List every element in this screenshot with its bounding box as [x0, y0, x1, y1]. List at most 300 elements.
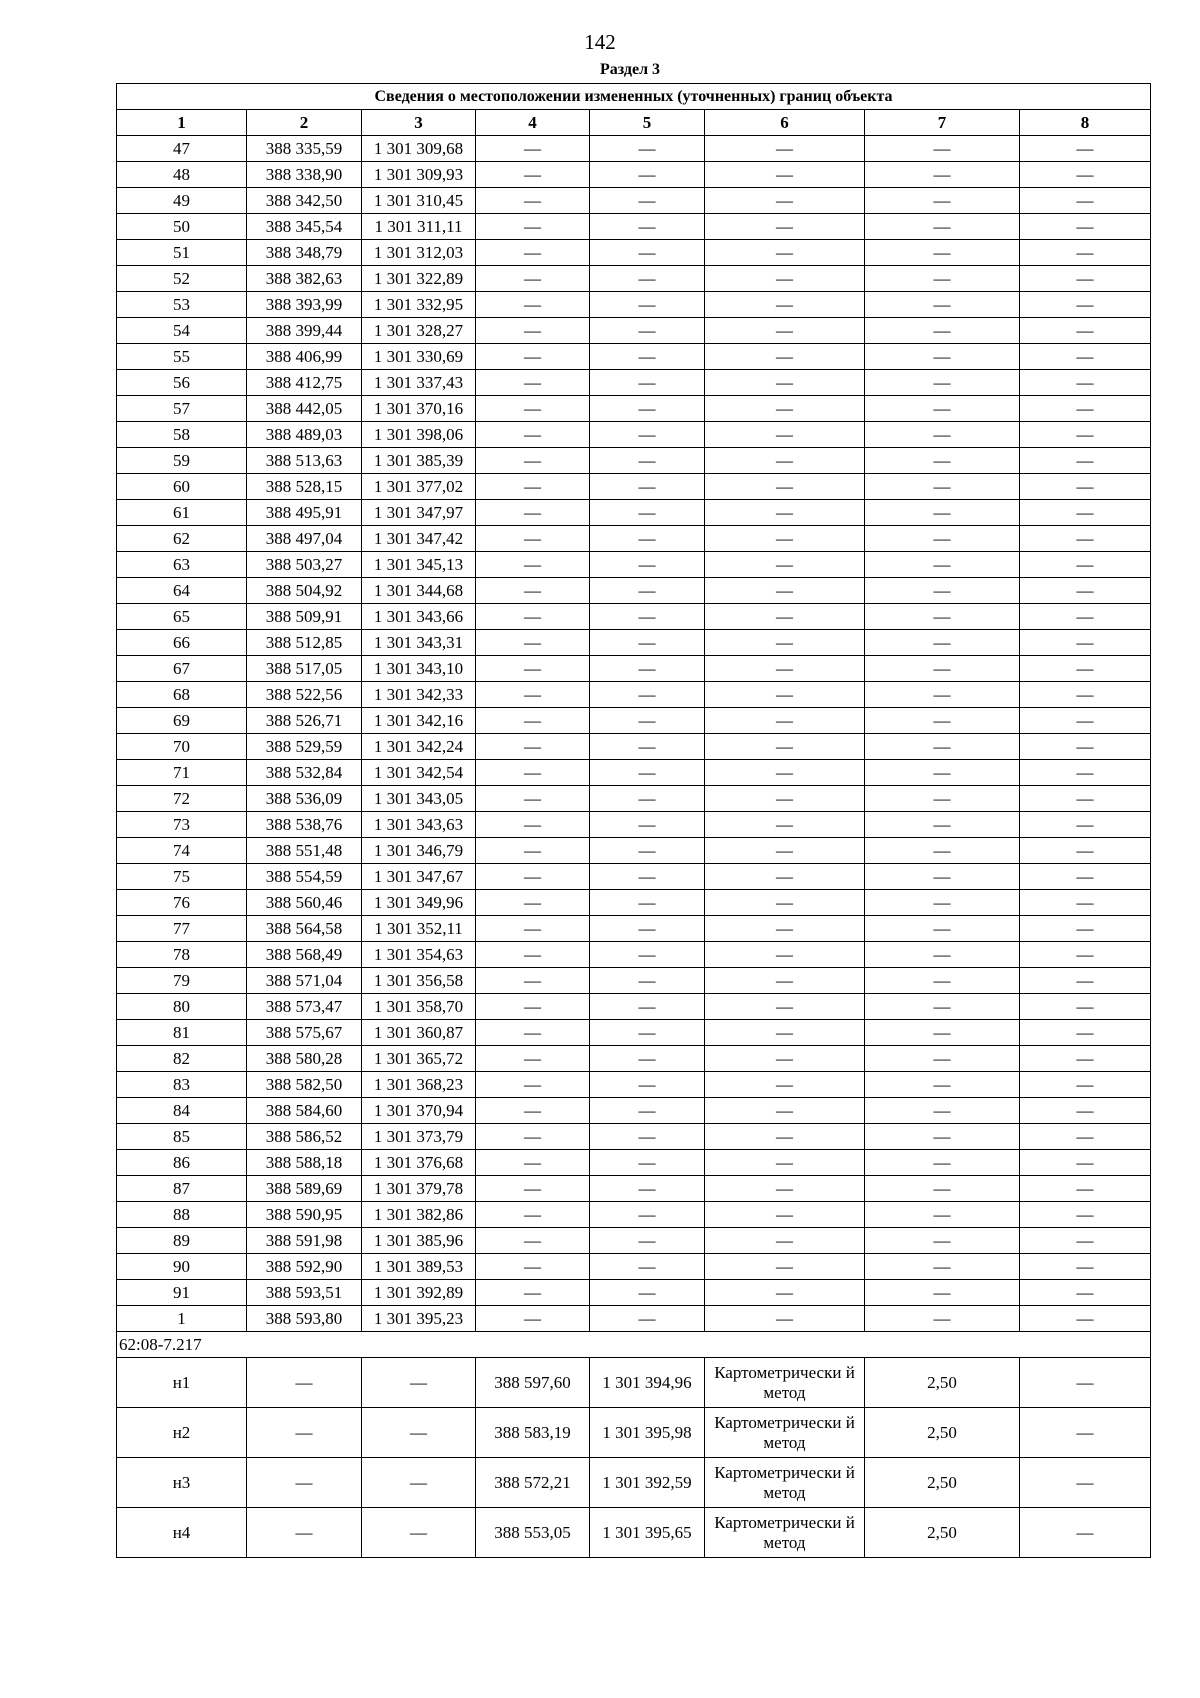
table-cell: — — [590, 526, 705, 552]
table-cell: — — [705, 422, 865, 448]
table-row — [117, 1254, 1151, 1280]
table-cell: — — [705, 474, 865, 500]
column-number: 8 — [1020, 110, 1151, 136]
group-row — [117, 1332, 1151, 1358]
table-cell: — — [705, 1254, 865, 1280]
table-cell: 1 301 382,86 — [362, 1202, 476, 1228]
table-cell: — — [476, 396, 590, 422]
table-cell: 66 — [117, 630, 247, 656]
table-row — [117, 136, 1151, 162]
table-cell: — — [1020, 656, 1151, 682]
table-cell: — — [362, 1408, 476, 1458]
table-cell: 1 301 370,16 — [362, 396, 476, 422]
table-cell: — — [705, 1046, 865, 1072]
table-cell: 388 592,90 — [247, 1254, 362, 1280]
table-cell: — — [865, 1020, 1020, 1046]
table-cell: — — [590, 786, 705, 812]
table-cell: 64 — [117, 578, 247, 604]
table-cell: — — [590, 838, 705, 864]
table-cell: 388 342,50 — [247, 188, 362, 214]
table-cell: 388 589,69 — [247, 1176, 362, 1202]
table-cell: — — [865, 682, 1020, 708]
table-cell: 58 — [117, 422, 247, 448]
column-number: 2 — [247, 110, 362, 136]
table-cell: 1 301 344,68 — [362, 578, 476, 604]
table-cell: 1 301 398,06 — [362, 422, 476, 448]
table-cell: — — [1020, 370, 1151, 396]
table-row — [117, 1072, 1151, 1098]
table-cell: — — [1020, 604, 1151, 630]
table-row — [117, 474, 1151, 500]
table-cell: 1 — [117, 1306, 247, 1332]
table-cell: — — [1020, 682, 1151, 708]
table-cell: 1 301 389,53 — [362, 1254, 476, 1280]
table-cell: — — [590, 656, 705, 682]
table-cell: 1 301 385,96 — [362, 1228, 476, 1254]
table-cell: — — [476, 136, 590, 162]
table-cell: 1 301 342,24 — [362, 734, 476, 760]
table-cell: — — [865, 370, 1020, 396]
table-cell: 61 — [117, 500, 247, 526]
table-cell: — — [705, 838, 865, 864]
table-cell: — — [1020, 1150, 1151, 1176]
table-cell: — — [705, 1176, 865, 1202]
table-cell: — — [476, 1202, 590, 1228]
table-cell: — — [476, 318, 590, 344]
table-cell: — — [476, 240, 590, 266]
table-cell: — — [476, 526, 590, 552]
table-cell: 1 301 347,97 — [362, 500, 476, 526]
table-cell: — — [1020, 708, 1151, 734]
table-cell: — — [476, 760, 590, 786]
table-cell: 1 301 360,87 — [362, 1020, 476, 1046]
column-number: 4 — [476, 110, 590, 136]
table-cell: — — [705, 864, 865, 890]
table-row — [117, 864, 1151, 890]
table-cell: 50 — [117, 214, 247, 240]
table-row — [117, 1280, 1151, 1306]
table-cell: — — [705, 1072, 865, 1098]
table-cell: — — [476, 812, 590, 838]
table-cell: — — [705, 812, 865, 838]
table-cell: — — [865, 1202, 1020, 1228]
table-cell: 1 301 343,05 — [362, 786, 476, 812]
table-cell: Картометрически й метод — [705, 1408, 865, 1458]
table-cell: 1 301 395,23 — [362, 1306, 476, 1332]
table-cell: 388 522,56 — [247, 682, 362, 708]
table-cell: — — [705, 1280, 865, 1306]
table-cell: — — [476, 578, 590, 604]
table-cell: — — [865, 838, 1020, 864]
table-cell: — — [1020, 162, 1151, 188]
table-row — [117, 266, 1151, 292]
table-cell: — — [865, 266, 1020, 292]
table-cell: — — [705, 500, 865, 526]
table-row — [117, 786, 1151, 812]
table-cell: — — [590, 1228, 705, 1254]
table-cell: 1 301 343,63 — [362, 812, 476, 838]
table-cell: 69 — [117, 708, 247, 734]
table-cell: 1 301 395,98 — [590, 1408, 705, 1458]
table-cell: — — [476, 968, 590, 994]
table-cell: — — [590, 162, 705, 188]
table-cell: — — [1020, 864, 1151, 890]
table-row — [117, 890, 1151, 916]
table-cell: — — [705, 1306, 865, 1332]
table-cell: 1 301 342,33 — [362, 682, 476, 708]
table-cell: — — [865, 890, 1020, 916]
table-cell: 83 — [117, 1072, 247, 1098]
table-cell: — — [705, 630, 865, 656]
table-cell: 1 301 337,43 — [362, 370, 476, 396]
table-cell: — — [590, 240, 705, 266]
table-cell: 1 301 365,72 — [362, 1046, 476, 1072]
table-row — [117, 994, 1151, 1020]
table-cell: — — [590, 292, 705, 318]
table-cell: — — [705, 1020, 865, 1046]
table-cell: 388 536,09 — [247, 786, 362, 812]
table-cell: — — [590, 500, 705, 526]
table-cell: — — [705, 656, 865, 682]
table-cell: — — [1020, 734, 1151, 760]
table-cell: н2 — [117, 1408, 247, 1458]
table-cell: 388 393,99 — [247, 292, 362, 318]
table-cell: 1 301 395,65 — [590, 1508, 705, 1558]
table-cell: — — [865, 994, 1020, 1020]
table-cell: 2,50 — [865, 1408, 1020, 1458]
table-cell: 388 551,48 — [247, 838, 362, 864]
table-cell: 85 — [117, 1124, 247, 1150]
table-cell: 80 — [117, 994, 247, 1020]
table-cell: — — [865, 1098, 1020, 1124]
table-cell: — — [476, 1124, 590, 1150]
table-cell: — — [865, 448, 1020, 474]
table-row — [117, 1306, 1151, 1332]
table-cell: — — [1020, 760, 1151, 786]
table-row — [117, 344, 1151, 370]
table-cell: 55 — [117, 344, 247, 370]
table-cell: 48 — [117, 162, 247, 188]
table-cell: 89 — [117, 1228, 247, 1254]
table-cell: — — [865, 1280, 1020, 1306]
table-row — [117, 292, 1151, 318]
table-cell: — — [705, 942, 865, 968]
table-caption: Сведения о местоположении измененных (уточненных) границ объекта — [117, 84, 1151, 110]
table-cell: 388 538,76 — [247, 812, 362, 838]
table-cell: — — [705, 708, 865, 734]
table-cell: — — [705, 526, 865, 552]
table-row — [117, 630, 1151, 656]
table-row — [117, 1176, 1151, 1202]
table-cell: 1 301 328,27 — [362, 318, 476, 344]
table-cell: — — [1020, 1254, 1151, 1280]
table-cell: 388 584,60 — [247, 1098, 362, 1124]
table-cell: — — [476, 838, 590, 864]
table-row — [117, 656, 1151, 682]
table-row — [117, 396, 1151, 422]
table-cell: — — [865, 1254, 1020, 1280]
table-cell: — — [705, 292, 865, 318]
table-cell: 388 529,59 — [247, 734, 362, 760]
table-row — [117, 968, 1151, 994]
table-cell: — — [590, 760, 705, 786]
table-row — [117, 578, 1151, 604]
table-cell: 1 301 342,16 — [362, 708, 476, 734]
table-cell: 1 301 346,79 — [362, 838, 476, 864]
table-cell: 388 406,99 — [247, 344, 362, 370]
table-cell: — — [590, 474, 705, 500]
table-cell: — — [590, 630, 705, 656]
table-cell: — — [590, 318, 705, 344]
table-cell: — — [590, 578, 705, 604]
table-cell: — — [476, 1150, 590, 1176]
table-cell: — — [1020, 994, 1151, 1020]
table-cell: — — [865, 734, 1020, 760]
table-cell: 79 — [117, 968, 247, 994]
table-cell: — — [476, 500, 590, 526]
table-cell: — — [705, 188, 865, 214]
table-cell: — — [590, 1280, 705, 1306]
table-cell: — — [865, 760, 1020, 786]
table-cell: — — [865, 188, 1020, 214]
table-cell: 388 583,19 — [476, 1408, 590, 1458]
table-cell: 388 335,59 — [247, 136, 362, 162]
table-cell: 388 573,47 — [247, 994, 362, 1020]
table-cell: 1 301 347,42 — [362, 526, 476, 552]
table-cell: — — [590, 1072, 705, 1098]
table-row — [117, 734, 1151, 760]
table-cell: — — [1020, 1358, 1151, 1408]
table-row — [117, 162, 1151, 188]
table-cell: — — [865, 552, 1020, 578]
table-cell: — — [1020, 552, 1151, 578]
table-cell: — — [590, 1202, 705, 1228]
table-cell: — — [1020, 968, 1151, 994]
table-cell: — — [476, 1098, 590, 1124]
table-cell: — — [865, 474, 1020, 500]
table-cell: 59 — [117, 448, 247, 474]
table-cell: — — [362, 1458, 476, 1508]
table-cell: — — [705, 1150, 865, 1176]
table-cell: — — [476, 890, 590, 916]
table-cell: — — [1020, 1306, 1151, 1332]
table-cell: — — [476, 1046, 590, 1072]
table-cell: 388 591,98 — [247, 1228, 362, 1254]
table-cell: 68 — [117, 682, 247, 708]
table-cell: н3 — [117, 1458, 247, 1508]
table-cell: — — [1020, 838, 1151, 864]
table-row — [117, 552, 1151, 578]
table-cell: — — [705, 240, 865, 266]
table-cell: — — [1020, 786, 1151, 812]
table-cell: 388 338,90 — [247, 162, 362, 188]
table-cell: 388 504,92 — [247, 578, 362, 604]
column-number: 1 — [117, 110, 247, 136]
table-cell: — — [590, 422, 705, 448]
table-cell: — — [865, 1228, 1020, 1254]
table-cell: 388 554,59 — [247, 864, 362, 890]
table-cell: 1 301 342,54 — [362, 760, 476, 786]
table-cell: — — [476, 1228, 590, 1254]
table-cell: — — [590, 448, 705, 474]
table-cell: — — [1020, 1228, 1151, 1254]
table-cell: 1 301 394,96 — [590, 1358, 705, 1408]
table-cell: — — [1020, 188, 1151, 214]
table-cell: 388 517,05 — [247, 656, 362, 682]
table-cell: 1 301 311,11 — [362, 214, 476, 240]
table-cell: Картометрически й метод — [705, 1508, 865, 1558]
page-number: 142 — [584, 30, 616, 54]
table-cell: — — [865, 942, 1020, 968]
table-cell: — — [247, 1508, 362, 1558]
table-cell: — — [476, 656, 590, 682]
table-cell: — — [590, 812, 705, 838]
table-cell: — — [476, 448, 590, 474]
table-cell: 82 — [117, 1046, 247, 1072]
table-cell: — — [865, 396, 1020, 422]
table-cell: 388 553,05 — [476, 1508, 590, 1558]
table-cell: — — [705, 396, 865, 422]
table-cell: 1 301 347,67 — [362, 864, 476, 890]
table-cell: 1 301 370,94 — [362, 1098, 476, 1124]
table-cell: — — [476, 292, 590, 318]
table-cell: — — [476, 734, 590, 760]
table-cell: — — [865, 1046, 1020, 1072]
table-cell: — — [865, 500, 1020, 526]
table-cell: — — [865, 162, 1020, 188]
new-point-row — [117, 1458, 1151, 1508]
table-cell: — — [590, 1020, 705, 1046]
table-cell: — — [1020, 292, 1151, 318]
table-cell: — — [590, 604, 705, 630]
table-cell: — — [865, 812, 1020, 838]
table-cell: н1 — [117, 1358, 247, 1408]
table-cell: 388 560,46 — [247, 890, 362, 916]
table-caption-row — [117, 84, 1151, 110]
table-cell: — — [865, 1176, 1020, 1202]
table-cell: 65 — [117, 604, 247, 630]
table-cell: 1 301 392,89 — [362, 1280, 476, 1306]
table-cell: 87 — [117, 1176, 247, 1202]
table-cell: 51 — [117, 240, 247, 266]
table-row — [117, 448, 1151, 474]
column-number: 3 — [362, 110, 476, 136]
table-cell: — — [705, 1098, 865, 1124]
table-cell: 388 512,85 — [247, 630, 362, 656]
table-cell: 71 — [117, 760, 247, 786]
table-cell: — — [865, 318, 1020, 344]
table-cell: — — [1020, 1124, 1151, 1150]
table-cell: — — [590, 136, 705, 162]
table-cell: — — [865, 864, 1020, 890]
table-cell: — — [476, 708, 590, 734]
new-point-row — [117, 1408, 1151, 1458]
table-cell: — — [705, 994, 865, 1020]
table-cell: 84 — [117, 1098, 247, 1124]
table-row — [117, 942, 1151, 968]
table-cell: 47 — [117, 136, 247, 162]
new-point-row — [117, 1508, 1151, 1558]
table-cell: — — [1020, 422, 1151, 448]
table-cell: 1 301 376,68 — [362, 1150, 476, 1176]
column-number: 5 — [590, 110, 705, 136]
table-row — [117, 1124, 1151, 1150]
table-cell: — — [1020, 266, 1151, 292]
table-cell: — — [476, 864, 590, 890]
table-row — [117, 708, 1151, 734]
table-cell: 52 — [117, 266, 247, 292]
table-row — [117, 370, 1151, 396]
table-cell: — — [590, 1124, 705, 1150]
table-cell: — — [590, 1306, 705, 1332]
table-cell: — — [1020, 1098, 1151, 1124]
table-cell: 63 — [117, 552, 247, 578]
table-cell: — — [590, 396, 705, 422]
table-cell: — — [476, 942, 590, 968]
table-cell: 72 — [117, 786, 247, 812]
table-cell: — — [476, 266, 590, 292]
table-cell: — — [476, 422, 590, 448]
table-cell: 1 301 368,23 — [362, 1072, 476, 1098]
table-cell: 67 — [117, 656, 247, 682]
table-cell: — — [705, 682, 865, 708]
table-cell: 56 — [117, 370, 247, 396]
table-cell: 388 588,18 — [247, 1150, 362, 1176]
table-row — [117, 682, 1151, 708]
table-cell: 388 382,63 — [247, 266, 362, 292]
table-cell: — — [476, 1176, 590, 1202]
table-cell: 1 301 310,45 — [362, 188, 476, 214]
table-cell: — — [1020, 474, 1151, 500]
table-cell: — — [1020, 1020, 1151, 1046]
table-cell: — — [476, 188, 590, 214]
table-cell: 388 590,95 — [247, 1202, 362, 1228]
table-cell: 388 497,04 — [247, 526, 362, 552]
table-cell: — — [1020, 318, 1151, 344]
table-cell: — — [590, 370, 705, 396]
table-cell: 1 301 379,78 — [362, 1176, 476, 1202]
table-cell: 1 301 354,63 — [362, 942, 476, 968]
table-cell: — — [1020, 1176, 1151, 1202]
table-cell: Картометрически й метод — [705, 1358, 865, 1408]
table-cell: — — [476, 162, 590, 188]
table-cell: 1 301 385,39 — [362, 448, 476, 474]
table-row — [117, 526, 1151, 552]
table-cell: — — [590, 682, 705, 708]
table-cell: — — [865, 630, 1020, 656]
table-cell: — — [705, 344, 865, 370]
table-row — [117, 1098, 1151, 1124]
table-cell: — — [1020, 396, 1151, 422]
table-row — [117, 1228, 1151, 1254]
table-cell: 1 301 332,95 — [362, 292, 476, 318]
table-cell: 75 — [117, 864, 247, 890]
table-cell: 1 301 330,69 — [362, 344, 476, 370]
table-cell: 78 — [117, 942, 247, 968]
table-cell: н4 — [117, 1508, 247, 1558]
table-cell: — — [590, 708, 705, 734]
table-cell: — — [590, 890, 705, 916]
table-row — [117, 188, 1151, 214]
table-cell: 70 — [117, 734, 247, 760]
table-cell: — — [865, 1072, 1020, 1098]
table-cell: — — [476, 552, 590, 578]
table-cell: 1 301 343,31 — [362, 630, 476, 656]
table-cell: — — [1020, 214, 1151, 240]
table-cell: — — [1020, 526, 1151, 552]
table-cell: — — [1020, 500, 1151, 526]
table-cell: 388 580,28 — [247, 1046, 362, 1072]
